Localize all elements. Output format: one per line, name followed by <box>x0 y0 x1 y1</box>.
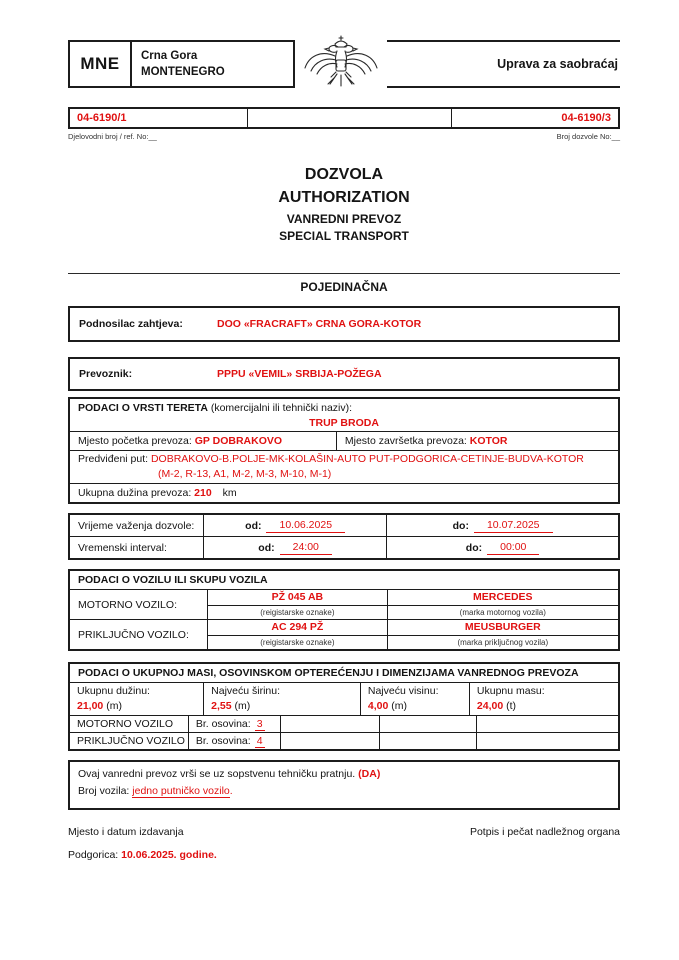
transport-end <box>337 432 618 450</box>
max-height-label: Najveću visinu: <box>367 685 439 697</box>
valid-to-value: 10.07.2025 <box>474 519 553 533</box>
ref-number-table <box>68 107 620 129</box>
end-value: KOTOR <box>469 435 508 447</box>
trailer-axles-cell <box>188 733 280 749</box>
max-height-value: 4,00 <box>367 700 389 712</box>
total-mass-cell <box>469 683 618 715</box>
ref-number-left: 04-6190/1 <box>70 109 248 127</box>
trailer-axles-row <box>70 732 618 749</box>
max-width-cell <box>203 683 360 715</box>
distance-unit: km <box>222 487 237 499</box>
carrier-label: Prevoznik: <box>79 368 133 380</box>
distance-value: 210 <box>194 487 212 499</box>
distance-label: Ukupna dužina prevoza: <box>78 487 192 499</box>
dimensions-section <box>68 662 620 751</box>
escort-text: Ovaj vanredni prevoz vrši se uz sopstvenu tehničku pratnju. <box>78 768 356 780</box>
route-roads: (M-2, R-13, A1, M-2, M-3, M-10, M-1) <box>158 468 332 480</box>
max-width-line <box>211 699 353 714</box>
trailer-vehicle-label: PRIKLJUČNO VOZILO: <box>70 620 208 649</box>
trailer-captions-line <box>208 636 618 649</box>
motor-axles-label: MOTORNO VOZILO <box>77 718 174 730</box>
valid-to-cell <box>387 515 618 536</box>
motor-captions-line <box>208 606 618 619</box>
max-height-cell <box>360 683 469 715</box>
validity-label: Vrijeme važenja dozvole: <box>70 515 204 536</box>
country-name <box>132 42 234 86</box>
permit-type: POJEDINAČNA <box>300 280 388 294</box>
interval-from-cell <box>204 537 387 558</box>
issue-place-date-label: Mjesto i datum izdavanja <box>68 826 184 838</box>
cargo-places-row <box>70 431 618 450</box>
empty-cell <box>476 733 618 749</box>
title-block <box>68 165 620 245</box>
motor-axles-row <box>70 715 618 732</box>
motor-brand: MERCEDES <box>473 591 533 603</box>
validity-row <box>70 515 618 536</box>
vehicle-heading: PODACI O VOZILU ILI SKUPU VOZILA <box>70 571 618 590</box>
valid-from-value: 10.06.2025 <box>266 519 345 533</box>
transport-start <box>70 432 337 450</box>
ref-number-middle <box>248 109 452 127</box>
motor-vehicle-label: MOTORNO VOZILO: <box>70 590 208 619</box>
carrier-value: PPPU «VEMIL» SRBIJA-POŽEGA <box>217 368 382 380</box>
max-width-label: Najveću širinu: <box>211 685 281 697</box>
start-value: GP DOBRAKOVO <box>194 435 283 447</box>
trailer-axles-label: PRIKLJUČNO VOZILO <box>77 735 185 747</box>
cargo-section <box>68 397 620 504</box>
dimensions-values-row <box>70 683 618 715</box>
country-name-en: MONTENEGRO <box>141 65 225 78</box>
ref-caption-right: Broj dozvole No:__ <box>556 132 620 141</box>
country-box <box>68 40 295 88</box>
trailer-registration-caption: (reigistarske oznake) <box>208 636 388 649</box>
interval-to-cell <box>387 537 618 558</box>
trailer-brand: MEUSBURGER <box>464 621 541 633</box>
cargo-heading <box>70 399 618 416</box>
motor-vehicle-row <box>70 590 618 619</box>
max-width-value: 2,55 <box>211 700 232 712</box>
cargo-heading-normal: (komercijalni ili tehnički naziv): <box>207 402 353 414</box>
max-height-line <box>368 699 462 714</box>
permit-number-right: 04-6190/3 <box>561 112 611 124</box>
validity-table <box>68 513 620 560</box>
motor-values-line <box>208 590 618 606</box>
applicant-value: DOO «FRACRAFT» CRNA GORA-KOTOR <box>217 318 422 330</box>
subtitle-special-transport: SPECIAL TRANSPORT <box>279 229 409 243</box>
country-code: MNE <box>70 42 132 86</box>
empty-cell <box>379 716 475 732</box>
cargo-name: TRUP BRODA <box>309 417 379 429</box>
escort-box <box>68 760 620 810</box>
total-length-label: Ukupnu dužinu: <box>77 685 150 697</box>
trailer-brand-caption: (marka priključnog vozila) <box>457 638 549 647</box>
total-length-line <box>77 699 196 714</box>
dimensions-heading: PODACI O UKUPNOJ MASI, OSOVINSKOM OPTEREĆENJU I DIMENZIJAMA VANREDNOG PREVOZA <box>70 664 618 683</box>
signature-stamp-label: Potpis i pečat nadležnog organa <box>469 826 620 838</box>
motor-registration-caption: (reigistarske oznake) <box>208 606 388 619</box>
applicant-label: Podnosilac zahtjeva: <box>79 318 183 330</box>
footer-labels <box>68 826 620 838</box>
total-length-cell <box>70 683 203 715</box>
escort-answer: (DA) <box>358 768 381 780</box>
to-label: do: <box>465 541 483 554</box>
interval-label: Vremenski interval: <box>70 537 204 558</box>
issue-place-line <box>68 849 620 861</box>
valid-from-cell <box>204 515 387 536</box>
from-label: od: <box>245 519 262 532</box>
title-dozvola: DOZVOLA <box>304 166 384 183</box>
vehicle-section <box>68 569 620 651</box>
distance-row <box>70 483 618 502</box>
ref-caption-left: Djelovodni broj / ref. No:__ <box>68 132 157 141</box>
to-label: do: <box>452 519 469 532</box>
escort-vehicles-label: Broj vozila: <box>78 785 130 797</box>
total-mass-label: Ukupnu masu: <box>476 685 545 697</box>
motor-axle-count: 3 <box>256 717 263 730</box>
escort-line2 <box>78 783 610 800</box>
applicant-box <box>68 306 620 342</box>
total-mass-line <box>477 699 611 714</box>
empty-cell <box>280 716 379 732</box>
start-label: Mjesto početka prevoza: <box>78 435 192 447</box>
route-line <box>78 452 610 467</box>
coat-of-arms <box>295 40 387 88</box>
end-label: Mjesto završetka prevoza: <box>344 435 467 447</box>
max-height-unit: (m) <box>391 700 407 712</box>
cargo-heading-bold: PODACI O VRSTI TERETA <box>78 402 208 414</box>
escort-vehicles-value: jedno putničko vozilo <box>132 785 230 797</box>
trailer-registration: AC 294 PŽ <box>208 620 388 635</box>
carrier-box <box>68 357 620 391</box>
escort-line1 <box>78 766 610 783</box>
motor-registration: PŽ 045 AB <box>208 590 388 605</box>
total-length-unit: (m) <box>106 700 122 712</box>
motor-brand-caption: (marka motornog vozila) <box>459 608 546 617</box>
from-label: od: <box>258 541 275 554</box>
total-mass-value: 24,00 <box>476 700 504 712</box>
total-mass-unit: (t) <box>506 700 517 712</box>
motor-vehicle-data <box>208 590 618 619</box>
interval-to-value: 00:00 <box>487 541 539 555</box>
ref-captions <box>68 132 620 141</box>
issue-place: Podgorica: <box>68 849 119 861</box>
motor-axles-cell <box>188 716 280 732</box>
montenegro-eagle-icon <box>301 34 381 96</box>
route-row <box>70 450 618 483</box>
empty-cell <box>379 733 475 749</box>
max-width-unit: (m) <box>234 700 251 712</box>
interval-from-value: 24:00 <box>280 541 332 555</box>
total-length-value: 21,00 <box>77 700 104 712</box>
trailer-vehicle-row <box>70 619 618 649</box>
authority-name: Uprava za saobraćaj <box>387 40 620 88</box>
issue-date: 10.06.2025. godine. <box>121 849 217 861</box>
subtitle-vanredni-prevoz: VANREDNI PREVOZ <box>286 212 402 226</box>
empty-cell <box>280 733 379 749</box>
escort-period: . <box>229 785 233 797</box>
divider-line <box>68 273 620 274</box>
empty-cell <box>476 716 618 732</box>
route-value: DOBRAKOVO-B.POLJE-MK-KOLAŠIN-AUTO PUT-PODGORICA-CETINJE-BUDVA-KOTOR <box>150 453 584 465</box>
trailer-vehicle-data <box>208 620 618 649</box>
document-header <box>68 40 620 88</box>
axle-count-label: Br. osovina: <box>195 735 251 747</box>
country-name-local: Crna Gora <box>141 50 198 62</box>
axle-count-label: Br. osovina: <box>195 718 251 730</box>
title-authorization: AUTHORIZATION <box>278 189 410 206</box>
trailer-values-line <box>208 620 618 636</box>
trailer-axle-count: 4 <box>256 734 263 747</box>
route-label: Predviđeni put: <box>78 453 149 465</box>
interval-row <box>70 536 618 558</box>
